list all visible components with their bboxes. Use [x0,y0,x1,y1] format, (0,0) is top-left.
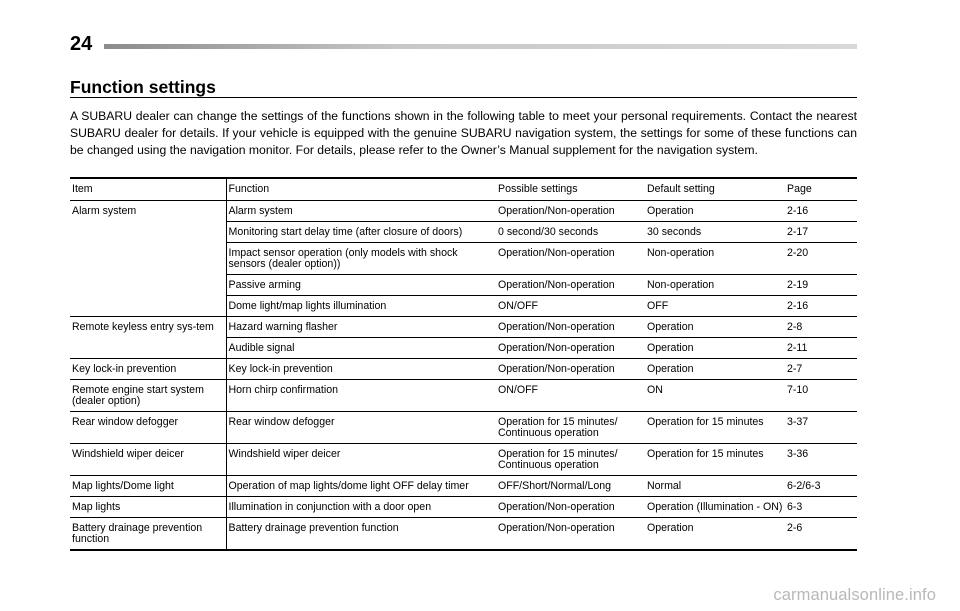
cell-default-setting: Operation [645,359,785,380]
table-row [70,476,857,497]
header-page: Page [785,178,857,201]
cell-item: Rear window defogger [70,412,226,444]
cell-possible-settings: ON/OFF [496,296,645,317]
cell-function: Illumination in conjunction with a door open [226,497,496,518]
page-header-rule [104,44,857,49]
cell-page: 2-19 [785,275,857,296]
table-row [70,380,857,412]
cell-default-setting: Non-operation [645,275,785,296]
cell-possible-settings: ON/OFF [496,380,645,412]
table-row [70,497,857,518]
table-row [70,317,857,338]
header-item: Item [70,178,226,201]
cell-function: Monitoring start delay time (after closure of doors) [226,222,496,243]
cell-page: 2-20 [785,243,857,275]
cell-item: Remote engine start system (dealer option) [70,380,226,412]
cell-function: Dome light/map lights illumination [226,296,496,317]
cell-possible-settings: Operation/Non-operation [496,275,645,296]
cell-item: Battery drainage prevention function [70,518,226,551]
header-possible-settings: Possible settings [496,178,645,201]
cell-function: Audible signal [226,338,496,359]
cell-function: Horn chirp confirmation [226,380,496,412]
header-function: Function [226,178,496,201]
cell-possible-settings: Operation/Non-operation [496,317,645,338]
intro-paragraph: A SUBARU dealer can change the settings of the functions shown in the following table to meet your personal requirements. Contact the nearest SUBARU dealer for details. If your vehicle is equipped with the genuine SUBARU navigation system, the settings for some of these functions can be changed using the navigation monitor. For details, please refer to the Owner’s Manual supplement for the navigation system. [70,109,857,157]
cell-function: Battery drainage prevention function [226,518,496,551]
cell-page: 7-10 [785,380,857,412]
cell-possible-settings: Operation/Non-operation [496,243,645,275]
cell-item: Windshield wiper deicer [70,444,226,476]
cell-page: 2-7 [785,359,857,380]
cell-possible-settings: Operation/Non-operation [496,359,645,380]
cell-function: Operation of map lights/dome light OFF delay timer [226,476,496,497]
cell-possible-settings: OFF/Short/Normal/Long [496,476,645,497]
cell-default-setting: Operation [645,518,785,551]
cell-item: Key lock-in prevention [70,359,226,380]
cell-page: 2-16 [785,201,857,222]
cell-page: 3-37 [785,412,857,444]
cell-possible-settings: Operation/Non-operation [496,338,645,359]
cell-function: Impact sensor operation (only models with shock sensors (dealer option)) [226,243,496,275]
cell-function: Windshield wiper deicer [226,444,496,476]
cell-default-setting: Operation (Illumination - ON) [645,497,785,518]
cell-function: Key lock-in prevention [226,359,496,380]
cell-possible-settings: Operation for 15 minutes/ Continuous operation [496,412,645,444]
table-row [70,359,857,380]
cell-possible-settings: Operation/Non-operation [496,518,645,551]
cell-default-setting: Normal [645,476,785,497]
table-row [70,518,857,551]
cell-default-setting: Operation for 15 minutes [645,444,785,476]
cell-default-setting: ON [645,380,785,412]
cell-default-setting: OFF [645,296,785,317]
cell-default-setting: Non-operation [645,243,785,275]
table-row [70,444,857,476]
cell-function: Alarm system [226,201,496,222]
section-title: Function settings [70,77,216,97]
table-row [70,412,857,444]
cell-default-setting: Operation for 15 minutes [645,412,785,444]
cell-possible-settings: 0 second/30 seconds [496,222,645,243]
cell-default-setting: Operation [645,317,785,338]
table-header-row [70,178,857,201]
cell-item: Map lights [70,497,226,518]
function-settings-table [70,177,857,551]
cell-page: 2-17 [785,222,857,243]
cell-default-setting: Operation [645,201,785,222]
title-rule [70,97,857,98]
cell-function: Hazard warning flasher [226,317,496,338]
cell-default-setting: 30 seconds [645,222,785,243]
cell-possible-settings: Operation/Non-operation [496,497,645,518]
cell-function: Passive arming [226,275,496,296]
cell-possible-settings: Operation for 15 minutes/ Continuous operation [496,444,645,476]
table-row [70,201,857,222]
page-number: 24 [70,33,93,55]
cell-item: Map lights/Dome light [70,476,226,497]
cell-page: 2-6 [785,518,857,551]
cell-function: Rear window defogger [226,412,496,444]
cell-item: Remote keyless entry sys-tem [70,317,226,359]
cell-page: 3-36 [785,444,857,476]
cell-page: 2-8 [785,317,857,338]
cell-default-setting: Operation [645,338,785,359]
table-body [70,201,857,551]
cell-page: 2-16 [785,296,857,317]
cell-page: 2-11 [785,338,857,359]
cell-page: 6-3 [785,497,857,518]
cell-item: Alarm system [70,201,226,317]
cell-possible-settings: Operation/Non-operation [496,201,645,222]
header-default-setting: Default setting [645,178,785,201]
watermark: carmanualsonline.info [773,586,936,604]
cell-page: 6-2/6-3 [785,476,857,497]
